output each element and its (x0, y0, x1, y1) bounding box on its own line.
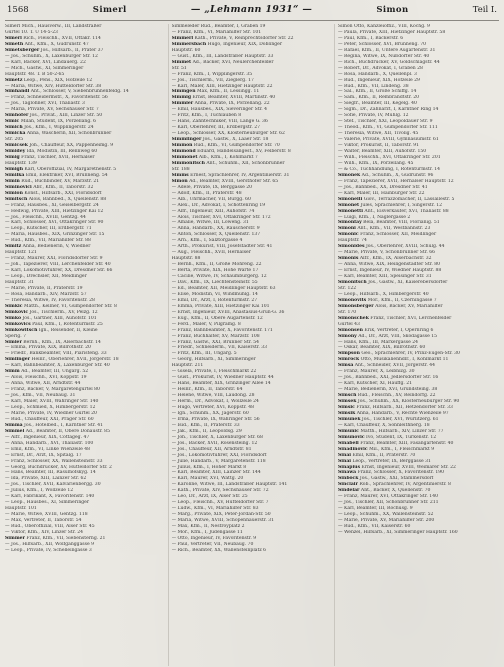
directory-entry: Str. 51 (171, 65, 187, 71)
directory-entry: — Karl, Lokomotivführer, XX, Dresdner Str. 66 (5, 268, 113, 274)
directory-entry: Hauptstr. 60 (171, 47, 201, 53)
directory-entry: Simms Ernest, Sprachlehrer, IV, Argentinierstr. 31 (171, 172, 290, 178)
directory-entry: Simmon Rud., Kfm., VI, Gumpendorfer Str. 70 (171, 143, 280, 149)
directory-entry: — Anna, Witwe, XIX, Heiligenstädter Str. 80 (338, 262, 441, 268)
directory-entry: — Leop., Schlosser, XX, Klosterneuburger Str. 62 (171, 131, 285, 137)
directory-entry: Sinai Emil, Kfm., II, Praterstr. 70 (338, 452, 416, 458)
directory-entry: — Maria, Hausbes., XIX, Grinzinger Str. 15 (5, 232, 105, 238)
directory-entry: — Julius, Kfm., I, Hoher Markt 8 (171, 464, 247, 470)
directory-entry: — Rud., Kfm., VII, Lindeng. 38 (338, 83, 409, 89)
directory-entry: Simunic Matth., Hilfsarb., XIV, Linzer Str. 77 (338, 428, 444, 434)
directory-entry: Simetz Leop., Pens., XIX, Hofzeile 12 (5, 77, 93, 83)
directory-entry: Simetsberger Jos., Hilfsarb., II, Prater 37 (5, 47, 104, 53)
directory-entry: Simonis Alfr., Kfm., IX, Alserbachstr. 32 (338, 256, 432, 262)
directory-entry: Hauptstr. 74 (338, 238, 367, 244)
directory-entry: — Rud., Chauffeur, XXI, Prager Str. 60 (5, 416, 94, 422)
directory-entry: — Julie, Handarb., V, Margaretenstr. 118 (171, 458, 266, 464)
directory-entry: — Kath., Private, XIV, Sechshauser Str. 72 (171, 488, 269, 494)
directory-entry: Sinböck Jos., Gastw., XXI, Stammersdorf (338, 476, 434, 482)
directory-entry: Simmel Ad., Beamter, II, Obere Donaustr. 85 (5, 428, 110, 434)
directory-entry: — Anna, Handarb., XVI, Thaliastr. 100 (5, 440, 94, 446)
directory-entry: Hauptstr. 48. T. B 50-2-65 (5, 71, 65, 77)
directory-entry: — Regina, Witwe, IX, Nußdorfer Str. 40 (338, 53, 430, 59)
directory-entry: — Karl, Maler, XVIII, Währinger Str. 140 (5, 399, 99, 405)
right-keyword: Simon (376, 5, 409, 15)
directory-entry: — Cäcilie, Witwe, IV, Schaumburgerg. 12 (171, 274, 267, 280)
directory-entry: Simmonitsch Ant., Schuhm., XII, Schönbrunner (171, 160, 285, 166)
directory-entry: Hauptstr. 31 (5, 279, 34, 285)
directory-entry: Sinabell Franz, Beamter, XIII, Fasangartenstr. 40 (338, 440, 454, 446)
directory-entry: — Jak., Kfm., II, Leopoldsg. 29 (171, 428, 242, 434)
directory-entry: — Sal., Kfm., II, Große Schiffg. 14 (338, 89, 417, 95)
directory-entry: — Jos., Lokomotivführer, XXI, Floridsdorf (171, 452, 267, 458)
directory-entry: — Rud., Kfm., VII, Mariahilfer Str. 88 (5, 238, 91, 244)
directory-entry: — Helene, Witwe, VIII, Laudong. 28 (171, 393, 255, 399)
directory-entry: Simsa Ant., Schneider, XVII, Jörgerstr. 44 (338, 363, 436, 369)
directory-entry: — & Co., Tuchhandlung, I, Rotenturmstr. 14 (338, 166, 441, 172)
directory-entry: Simmgen Max, Kfm., II, Lessingg. 11 (171, 89, 260, 95)
directory-entry: Simma Jos., Hotelbed., I, Kärntner Str. 41 (5, 422, 104, 428)
directory-entry: Simin Rud., Buchbinder, XV, Märzstr. 21 (5, 178, 100, 184)
directory-entry: — Eug., Kfm., II, Obere Augartenstr. 12 (171, 315, 263, 321)
directory-entry: Simmond Eduard, Handelsangest., XV, Felberstr. 8 (171, 149, 291, 155)
directory-entry: — Siegfr., Beamter, III, Kegelg. 40 (338, 101, 417, 107)
directory-entry: — Friedr., Schneiderm., VII, Kaiserstr. 33 (171, 345, 268, 351)
directory-entry: Sinawa Franz, Schlosser, X, Favoritenstr. 190 (338, 470, 444, 476)
directory-entry: — Franz, Gastw., XXI, Brünner Str. 54 (171, 339, 260, 345)
directory-entry: — Marie, Private, V, Schönbrunner Str. 66 (338, 250, 436, 256)
directory-entry: — Leop., Schmied, X, Himbergerstr. 12 (5, 405, 96, 410)
directory-entry: Str. 188 (171, 166, 190, 172)
directory-entry: — Otto, Ingenieur, IV, Favoritenstr. 9 (171, 535, 257, 541)
directory-entry: — Theod., Kfm., VI, Gumpendorfer Str. 111 (338, 125, 438, 131)
directory-entry: — Mor., Kfm., I, Judengasse 11 (171, 530, 243, 536)
directory-entry: Simonfay Béla, Beamter, VIII, Florianig. 51 (338, 220, 440, 226)
directory-entry: — Gust., Kfm., III, Landstraßer Hauptstr. 33 (171, 53, 274, 59)
directory-entry: — Adele, Private, IX, Berggasse 20 (171, 184, 253, 190)
directory-entry: — Jos., Schuhm., X, Laxenburger Str. 12 (5, 53, 98, 59)
directory-entry: Sinadinovic Mil., Kfm., I, Fleischmarkt 9 (338, 446, 435, 452)
directory-entry: — Ernst, Ingenieur, XVIII, Anastasius-Grün-G. 36 (171, 309, 285, 315)
directory-entry: Sindelar Ant., Bäcker, X, Quellenstr. 70 (338, 488, 431, 494)
directory-entry: — Marg., Private, XIX, Peter-Jordan-Str. 50 (171, 512, 271, 518)
directory-entry: — Mich., Gastw., XI, Simmeringer (5, 65, 84, 71)
directory-entry: Simsch Rud., Fleischh., XV, Reindorfg. 22 (338, 393, 436, 399)
directory-entry: — Aug., Fleischh., XVII, Hernalser (171, 250, 251, 256)
page-number: 1568 (7, 5, 29, 15)
directory-entry: — Leo, Dr., Arzt, IX, Alser Str. 25 (171, 494, 248, 500)
directory-entry: — Franz, Schneidermstr., X, Favoritenstr. 56 (5, 95, 108, 101)
directory-entry: — Wilh., Kfm., IX, Porzellang. 45 (338, 160, 414, 166)
directory-entry: Simmler Anna, Private, IX, Porzellang. 22 (171, 101, 270, 107)
directory-entry: — Jos., Fleischh., XVIII, Gentzg. 44 (5, 214, 86, 220)
directory-entry: — Max, Vertreter, II, Taborstr. 54 (5, 518, 82, 524)
directory-entry: Simsic Franz, Hilfsarb., XII, Hetzendorfer Str. 33 (338, 405, 453, 410)
directory-entry: — Emma, Private, XIII, Hietzinger Kai 101 (171, 303, 270, 309)
directory-entry: Simmonet Alb., Kfm., I, Kohlmarkt 7 (171, 154, 258, 160)
directory-entry: — Hans, Beamter, III, Rasumofskyg. 14 (5, 470, 96, 476)
directory-entry: Simunovic Ivo, Student, IX, Türkenstr. 12 (338, 434, 437, 440)
directory-entry: — Rud., Ingenieur, XIX, Hofzeile 29 (338, 77, 420, 83)
directory-entry: Simmer Franz, Kfm., VII, Siebensterng. 21 (5, 535, 106, 541)
directory-entry: Simkic Matth., Kellner, VI, Gumpendorfer Str. 8 (5, 303, 117, 309)
directory-entry: — Hans, Beamter, XIX, Grinzinger Allee 14 (171, 381, 271, 387)
directory-columns (5, 24, 499, 666)
directory-entry: — Paula, Private, XIII, Hietzinger Hauptstr. 58 (338, 29, 446, 35)
directory-entry: Simidey Ida, Modistin, III, Rennweg 60 (5, 149, 98, 155)
directory-entry: — Gust., Prokurist, IV, Wiedner Hauptstr. 44 (171, 375, 274, 381)
directory-entry: — Hans, Zahntechniker, VIII, Lange G. 36 (171, 119, 268, 125)
directory-entry: — Franz, Bahnbeamter, X, Favoritenstr. 171 (171, 327, 273, 333)
directory-entry: — Ed., Beamter, XII, Meidlinger Hauptstr. 63 (171, 285, 276, 291)
directory-entry: Simicka Anna, Wäscherin, XII, Schönbrunner (5, 131, 112, 137)
directory-entry: — Karl, Schlosser, XVI, Ottakringer Str. 90 (5, 220, 104, 226)
directory-entry: — Walter, Beamter, XIII, Auhofstr. 150 (338, 149, 427, 155)
directory-entry: — Wilh., Fleischh., XVI, Ottakringer Str. 201 (338, 154, 441, 160)
directory-entry: Sinapius Ernst, Ingenieur, XVIII, Weimarer Str. 22 (338, 464, 456, 470)
directory-entry: — Fritz, Kfm., I, Tuchlauben 8 (171, 113, 242, 119)
directory-entry: Simigh Karl, Oberoffizial, IV, Margarethenstr. 5 (5, 166, 117, 172)
column-left (5, 24, 166, 666)
directory-entry: — Jos., Bahnbed., XX, Dresdner Str. 41 (338, 184, 428, 190)
directory-entry: — Anna, Witwe, XII, Arndtstr. 44 (5, 381, 81, 387)
directory-entry: — Ernst, Dr., Arzt, IX, Spitalg. 17 (5, 452, 82, 458)
directory-entry: — Leop., Hausbes., XI, Simmeringer (5, 500, 90, 506)
directory-entry: — Jos., Chauffeur, XII, Arndtstr. 81 (171, 446, 252, 452)
directory-entry: Simonides Jos., Oberlehrer, XVIII, Schulg. 44 (338, 244, 445, 250)
directory-entry: Simpson Geo., Sprachlehrer, IV, Prinz-Eugen-Str. 30 (338, 351, 460, 357)
directory-entry: Hauptstr. 139 (5, 160, 37, 166)
directory-entry: — Marie, Bedienerin, XVI, Grundsteing. 38 (338, 387, 438, 393)
directory-entry: — Alois, Tischler, XVI, Ottakringer Str. 172 (171, 214, 271, 220)
directory-entry: Simicsek Joh., Chauffeur, XX, Pappenheimg. 9 (5, 143, 114, 149)
directory-entry: Simkovics Paul, Kfm., I, Rotenturmstr. 25 (5, 321, 103, 327)
directory-entry: — Franz, Buchhalter, XV, Märzstr. 108 (171, 333, 260, 339)
directory-entry: — Maria, Witwe, XVIII, Schopenhauerstr. 31 (171, 518, 275, 524)
directory-entry: Hauptstr. 121 (5, 250, 37, 256)
directory-entry: — Jos., Bäcker, XVII, Rosensteing. 12 (171, 440, 258, 446)
directory-entry: — Emma, Private, XIX, Billrothstr. 20 (5, 345, 91, 351)
directory-entry: — Friedr., Bankbeamter, VIII, Piaristeng. 33 (5, 351, 107, 357)
directory-entry: — Karoline, Witwe, III, Landstraßer Hauptstr. 141 (171, 482, 288, 488)
directory-entry: Simonitsch Jos., Gastw., XI, Kaiserebersdorfer (338, 279, 448, 285)
directory-entry: Str. 170 (338, 309, 357, 315)
directory-entry: — Elise, Modistin, VI, Windmühlg. 14 (171, 291, 258, 297)
directory-entry: Simlinger Heinr., Oberlehrer, XVII, Jörgerstr. 18 (5, 357, 119, 363)
directory-entry: Sinclair Rob., Sprachlehrer, IV, Argentinierstr. 8 (338, 482, 451, 488)
directory-entry: — Jos., Taglöhner, XVI, Thaliastr. 3 (5, 101, 85, 107)
directory-entry: — Franz, Kfm., VI, Mariahilfer Str. 101 (171, 29, 262, 35)
directory-entry: — Hans, Kfm., III, Marxergasse 24 (338, 339, 419, 345)
directory-entry: — Fritz, Kfm., III, Ungarg. 5 (171, 351, 237, 357)
directory-entry: — Karl, Beamter, XIII, Lainzer Str. 144 (171, 470, 261, 476)
directory-entry: Simhandl Ant., Schlosser, V, Siebenbrunnenfeldg. 14 (5, 89, 129, 95)
directory-entry: — Anton, Schlosser, X, Quellenstr. 137 (171, 232, 261, 238)
directory-entry: Simmersbach Hugo, Ingenieur, XIX, Döblinger (171, 41, 283, 47)
directory-entry: Sperlg. 7 (5, 333, 27, 339)
directory-entry: Simonek Ad., Schuhm., X, Gudrunstr. 96 (338, 172, 434, 178)
directory-entry: — Karl, Maler, XIII, Hietzinger Hauptstr. 22 (171, 83, 273, 89)
directory-entry: — Luigi, Kfm., I, Naglergasse 2 (338, 214, 411, 220)
directory-entry: — Leop., Hilfsarb., X, Himbergerstr. 40 (338, 291, 429, 297)
directory-entry: Simkovic Jos., Tischlerm., XV, Pelzg. 12 (5, 309, 98, 315)
directory-entry: — Leop., Drechsler, XII, Meidlinger (5, 274, 87, 280)
directory-entry: — Rud., Oberoffizial, VIII, Alser Str. 45 (5, 524, 95, 530)
directory-entry: — Leop., Schuhm., XX, Wallensteinstr. 52 (338, 512, 434, 518)
directory-entry: — Jos., Tischler, XII, Schönbrunner Str. 211 (338, 500, 439, 506)
directory-entry: Simon Ad., Beamter, XVIII, Gersthofer Str. 65 (171, 178, 279, 184)
directory-entry: — Alfr., Ingenieur, XIII, Auhofstr. 74 (171, 208, 255, 214)
directory-entry: — Hugo, Vertreter, XVI, Koppstr. 48 (171, 405, 254, 410)
directory-entry: — Hedwig, Private, XIII, Hietzinger Kai 12 (5, 208, 104, 214)
directory-entry: — Marie, Private, XV, Mariahilfer Str. 200 (338, 518, 435, 524)
directory-entry: Simmlinger Jos., Gastw., X, Laaer Str. 18 (171, 137, 269, 143)
directory-entry: — Julius, Kfm., I, Wollzeile 12 (5, 488, 74, 494)
directory-entry: Siminovici Abr., Kfm., II, Taborstr. 32 (5, 184, 94, 190)
directory-entry: — Georg, Buchdrucker, XV, Hütteldorfer Str. 2 (5, 464, 112, 470)
directory-entry: — Karl, Maurer, XVI, Wattg. 20 (171, 476, 244, 482)
directory-entry: — Valerie, Private, XVIII, Gymnasiumstr. 61 (338, 137, 439, 143)
directory-entry: Gürtel 10. T. U 14-5-23 (5, 29, 58, 35)
directory-entry: Simunek Jos., Tischler, XVI, Wurlitzerg. 61 (338, 416, 439, 422)
directory-entry: — Robert, Dr., Advokat, I, Graben 28 (338, 65, 423, 71)
directory-entry: — Rosa, Handarb., X, Quellenpl. 3 (338, 71, 417, 77)
directory-entry: — Max, Kfm., II, Nestroyplatz 2 (171, 524, 245, 530)
directory-entry: — Karl, Kutscher, XI, Hauffg. 21 (338, 381, 413, 387)
directory-entry: Simkowitsch Ign., Reisender, II, Kleine (5, 327, 98, 333)
directory-entry: — Ferd., Maler, V, Pilgramg. 8 (171, 321, 241, 327)
directory-entry: — Emil, Dr., Arzt, I, Rotenturmstr. 27 (171, 297, 258, 303)
directory-entry: — Franz, Maurer, XVI, Ottakringer Str. 140 (338, 494, 438, 500)
directory-entry: Simic Milan, Student, IX, Porzellang. 6 (5, 119, 97, 125)
directory-entry: — Theresia, Witwe, XII, Tivolig. 45 (338, 131, 419, 137)
section-label: Teil I. (472, 5, 497, 15)
directory-entry: — Irma, Private, IX, Währinger Str. 56 (171, 416, 260, 422)
directory-entry: — Jos., Hilfsarb., XII, Wolfganggasse 9 (5, 541, 94, 547)
directory-entry: — Karl, Chauffeur, X, Sonnleithnerg. 18 (338, 422, 430, 428)
directory-entry: — Franz, Maurer, X, Leibnizg. 30 (338, 369, 415, 375)
page-header (5, 4, 499, 21)
directory-entry: — Viktor, Kfm., XIV, Linzer Str. 24 (5, 530, 84, 536)
directory-entry: — Ernst, Ingenieur, IV, Wiedner Hauptstr. 88 (338, 268, 442, 274)
directory-entry: Str. 205 (5, 137, 24, 143)
directory-entry: Hauptstr. 101 (5, 506, 37, 512)
directory-entry: — Anna, Handarb., XX, Rauscherstr. 9 (171, 226, 260, 232)
directory-entry: — Franz, Maurer, XXI, Floridsdorfer Str. 9 (5, 256, 103, 262)
directory-entry: — Alfr., Ingenieur, XIX, Cottageg. 47 (5, 434, 90, 440)
directory-entry: — Sigm., Dr., Zahnarzt, I, Kärntner Ring 14 (338, 107, 439, 113)
directory-entry: — Emil, Hausbes., XIX, Sieveringer Str. 4 (171, 107, 267, 113)
directory-entry: — Dav., Kfm., IX, Liechtensteinstr. 55 (171, 279, 258, 285)
left-keyword: Simerl (92, 5, 127, 15)
directory-entry: Simmet Ad., Bäcker, XVI, Neulerchenfelder (171, 59, 274, 65)
directory-entry: — Leop., Fleischh., XV, Hütteldorfer Str. 7 (171, 500, 269, 506)
directory-entry: — Alb., Uhrmacher, VII, Burgg. 60 (171, 196, 251, 202)
directory-entry: — Karl, Bäcker, XVI, Lindauerg. 22 (5, 59, 86, 65)
directory-entry: — Karl, Beamter, III, Rochusg. 9 (338, 506, 413, 512)
directory-entry: — Jos., Tischler, XVII, Kalvarienbergg. 30 (5, 482, 101, 488)
directory-entry: Hauptstr. 211 (171, 363, 204, 369)
directory-entry: — Marie, Private, II, Praterstr. 19 (5, 285, 83, 291)
column-right (334, 24, 499, 666)
directory-entry: Simmeleder Rud., Beamter, I, Graben 19 (171, 24, 266, 29)
directory-entry: Simonet Jules, Sprachlehrer, I, Singerstr. 12 (338, 202, 443, 208)
directory-entry: Simonovits Mor., Kfm., II, Czerningasse 7 (338, 297, 437, 303)
directory-entry: Simich Jos., Kfm., I, Wipplingerstr. 24 (5, 125, 94, 131)
directory-entry: Simonsen Erik, Vertreter, I, Opernring 6 (338, 327, 434, 333)
directory-entry: Simler Bernh., Kfm., IX, Alserbachstr. 14 (5, 339, 101, 345)
directory-entry: — Alois, Fleischh., XVI, Koppstr. 19 (5, 375, 87, 381)
directory-entry: — Franz, Bäcker, V, Margaretengürtel 80 (5, 387, 100, 393)
directory-entry: Simonic Franz, Schlosser, XII, Meidlinger (338, 232, 437, 238)
directory-entry: Simoni Ant., Kfm., VII, Westbahnstr. 23 (338, 226, 431, 232)
directory-entry: Simko Jos., Gärtner, XIII, Auhofstr. 101 (5, 315, 97, 321)
directory-entry: — Jos., Kfm., VII, Neubaug. 31 (5, 393, 76, 399)
directory-entry: — Theresia, Witwe, IV, Favoritenstr. 28 (5, 297, 95, 303)
directory-entry: Simsek Jos., Schuhm., XX, Klosterneuburger Str. 90 (338, 399, 460, 405)
directory-entry: Str. 122 (338, 285, 357, 291)
directory-entry: Simitz Anna, Bedienerin, V, Wiedner (5, 244, 91, 250)
directory-entry: — Leop., Private, IV, Schelleingasse 3 (5, 547, 92, 553)
directory-entry: — Franz, Tapezierer, XVII, Hernalser Hauptstr. 12 (338, 178, 454, 184)
directory-entry: Simrock Otto, Musikalienhdlr., I, Kohlmarkt 11 (338, 357, 449, 363)
directory-entry: — Rich., Beamter, XX, Wallensteinplatz 6 (171, 547, 267, 553)
directory-entry: — Jos., Bahnbed., XXI, Jedlersdorfer Str. 16 (338, 375, 439, 381)
directory-entry: — Karl, Beamter, XIII, Speisinger Str. 31 (338, 274, 432, 280)
directory-entry: — Karl, Bahnbeamter, X, Laxenburger Str. 40 (5, 363, 110, 369)
directory-entry: — Wenzel, Hilfsarb., XI, Simmeringer Hauptstr. 160 (338, 530, 458, 536)
directory-entry: Simerl Mich., Hausverw., III, Landstraßer (5, 24, 102, 29)
directory-entry: — Karl, Fabrikant, X, Favoritenstr. 140 (5, 494, 95, 500)
directory-entry: — Ludw., Kfm., VI, Mariahilfer Str. 83 (171, 506, 259, 512)
directory-entry: — Bernh., Kfm., II, Große Mohreng. 22 (171, 262, 262, 268)
directory-entry: Simhofer Jos., Privat., XIII, Linzer Str. 50 (5, 113, 103, 119)
directory-entry: Simonetti Ant., Eisverkäufer, XVI, Thaliastr. 88 (338, 208, 449, 214)
directory-entry: Simonsberger Alois, Bäcker, XV, Mariahilfer (338, 303, 443, 309)
directory-entry: — Rich., Buchdrucker, XV, Goldschlagstr. 44 (338, 59, 440, 65)
directory-entry: Simmerl Kath., Private, V, Reinprechtsdorfer Str. 22 (171, 35, 294, 41)
directory-entry: — Sam., Kfm., II, Rembrandtstr. 20 (338, 95, 420, 101)
directory-entry: — Karl, Oberlehrer, III, Erdbergstr. 27 (171, 125, 261, 131)
directory-entry: — Rafael, Kfm., II, Untere Augartenstr. 31 (338, 47, 436, 53)
directory-entry: — Alex., Dr., Advokat, I, Schottenring 19 (171, 202, 266, 208)
directory-entry: Simerl Rich., Fleischh., XVII, Ottakr. 114 (5, 35, 101, 41)
directory-entry: Simonschek Franz, Tischler, XVI, Lerchenfelder (338, 315, 452, 321)
directory-entry: Simmig Ernst, Beamter, XVIII, Martinstr. 40 (171, 95, 276, 101)
directory-entry: Simitsch Alois, Bahnbed., X, Quellenstr. 88 (5, 196, 107, 202)
directory-entry: — Rosa, Handarb., XIV, Märzstr. 57 (5, 291, 87, 297)
directory-entry: — Arth., Prokurist, VIII, Josefstädter Str. 41 (171, 244, 273, 250)
directory-entry: Simony Ad., Dr., Arzt, VIII, Skodagasse 15 (338, 333, 438, 339)
directory-entry: Simsik Anna, Handarb., V, Rechte Wienzeile 97 (338, 410, 449, 416)
directory-entry: — Franz, Hausbes., XI, Geiselbergstr. 24 (5, 202, 99, 208)
directory-entry: — Georg, Hilfsarb., XI, Simmeringer (171, 357, 256, 363)
column-middle (168, 24, 333, 666)
directory-entry: Simon Otto, Kanzleioffiz., VIII, Kochg. 9 (338, 24, 430, 29)
directory-entry: — Jos., Tischlerm., VII, Zieglerg. 17 (171, 77, 254, 83)
directory-entry: — Amalie, Witwe, III, Löweng. 31 (171, 220, 249, 226)
directory-entry: — Marie, Private, IV, Wiedner Gürtel 20 (5, 410, 97, 416)
directory-entry: — Franz, Schlosser, XX, Wallensteinstr. 33 (5, 458, 103, 464)
directory-entry: — Adolf, Kfm., II, Praterstr. 48 (171, 190, 242, 196)
directory-entry: — Paul, Kfm., I, Bäckerstr. 6 (338, 35, 404, 41)
directory-entry: — Ign., Schuhm., XX, Jägerstr. 60 (171, 410, 249, 416)
directory-entry: — Joh., Tischler, X, Laxenburger Str. 68 (171, 434, 263, 440)
directory-entry: — Karl, Maler, III, Hainburger Str. 22 (338, 190, 425, 196)
directory-entry: Simonelli Giov., Terrazzomacher, II, Lassallestr. 5 (338, 196, 455, 202)
directory-entry: — Maria, Private, XV, Sechshauser Str. 7 (5, 107, 99, 113)
directory-entry: — Emil, Kfm., VI, Linke Wienzeile 48 (5, 446, 90, 452)
directory-entry: Simig Franz, Tischler, XVII, Hernalser (5, 154, 95, 160)
directory-entry: Sinai Leop., Vertreter, IX, Berggasse 31 (338, 458, 431, 464)
directory-entry: — Stef., Tischler, XXI, Leopoldauer Str. 9 (338, 119, 433, 125)
directory-entry: — Berta, Private, XIX, Hohe Warte 17 (171, 268, 259, 274)
directory-entry: — Arn., Kfm., I, Salztorgasse 4 (171, 238, 243, 244)
directory-entry: — Isid., Kfm., II, Praterstr. 33 (171, 422, 240, 428)
directory-entry: — Heinr., Kfm., II, Taborstr. 64 (171, 387, 243, 393)
directory-entry: — Herm., Dr., Advokat, I, Wollzeile 24 (171, 399, 259, 405)
directory-entry: — Oskar, Beamter, XIX, Billrothstr. 60 (338, 345, 426, 351)
directory-entry: Simion Konst., Hilfsarb., XXI, Floridsdorf (5, 190, 102, 196)
directory-entry: — Franz, Kfm., I, Wipplingerstr. 35 (171, 71, 253, 77)
directory-entry: — Viktor, Prokurist, II, Taborstr. 91 (338, 143, 420, 149)
directory-entry: Similka Emil, Elektriker, XVI, Brunneng. 54 (5, 172, 108, 178)
directory-entry: Simm Ad., Beamter, III, Ungarg. 52 (5, 369, 89, 375)
directory-entry: — Paul, Vertreter, VII, Neubaug. 70 (171, 541, 254, 547)
directory-entry: — Maria, Witwe, XIV, Hütteldorfer Str. 38 (5, 83, 102, 89)
directory-entry: — Ida, Private, XIII, Lainzer Str. 62 (5, 476, 87, 482)
directory-entry: Simeth Ant., Kfm., X, Gudrunstr. 47 (5, 41, 89, 47)
directory-entry: — Gisela, Private, I, Fleischmarkt 22 (171, 369, 257, 375)
directory-entry: — Joh., Tapezierer, VIII, Lerchenfelder Str. 40 (5, 262, 111, 268)
directory-entry: — Sofie, Private, IV, Mühlg. 12 (338, 113, 409, 119)
directory-entry: Hauptstr. 88 (171, 256, 201, 262)
directory-entry: — Marie, Witwe, XVIII, Gentzg. 118 (5, 512, 88, 518)
directory-entry: Gürtel 43 (338, 321, 360, 327)
page-title: — „Lehmann 1931“ — (190, 4, 313, 15)
directory-entry: — Peter, Schlosser, XVI, Brunneng. 70 (338, 41, 427, 47)
directory-entry: — Rud., Kfm., VII, Kaiserstr. 60 (338, 524, 411, 530)
directory-entry: — Leop., Kutscher, III, Erdbergstr. 71 (5, 226, 92, 232)
